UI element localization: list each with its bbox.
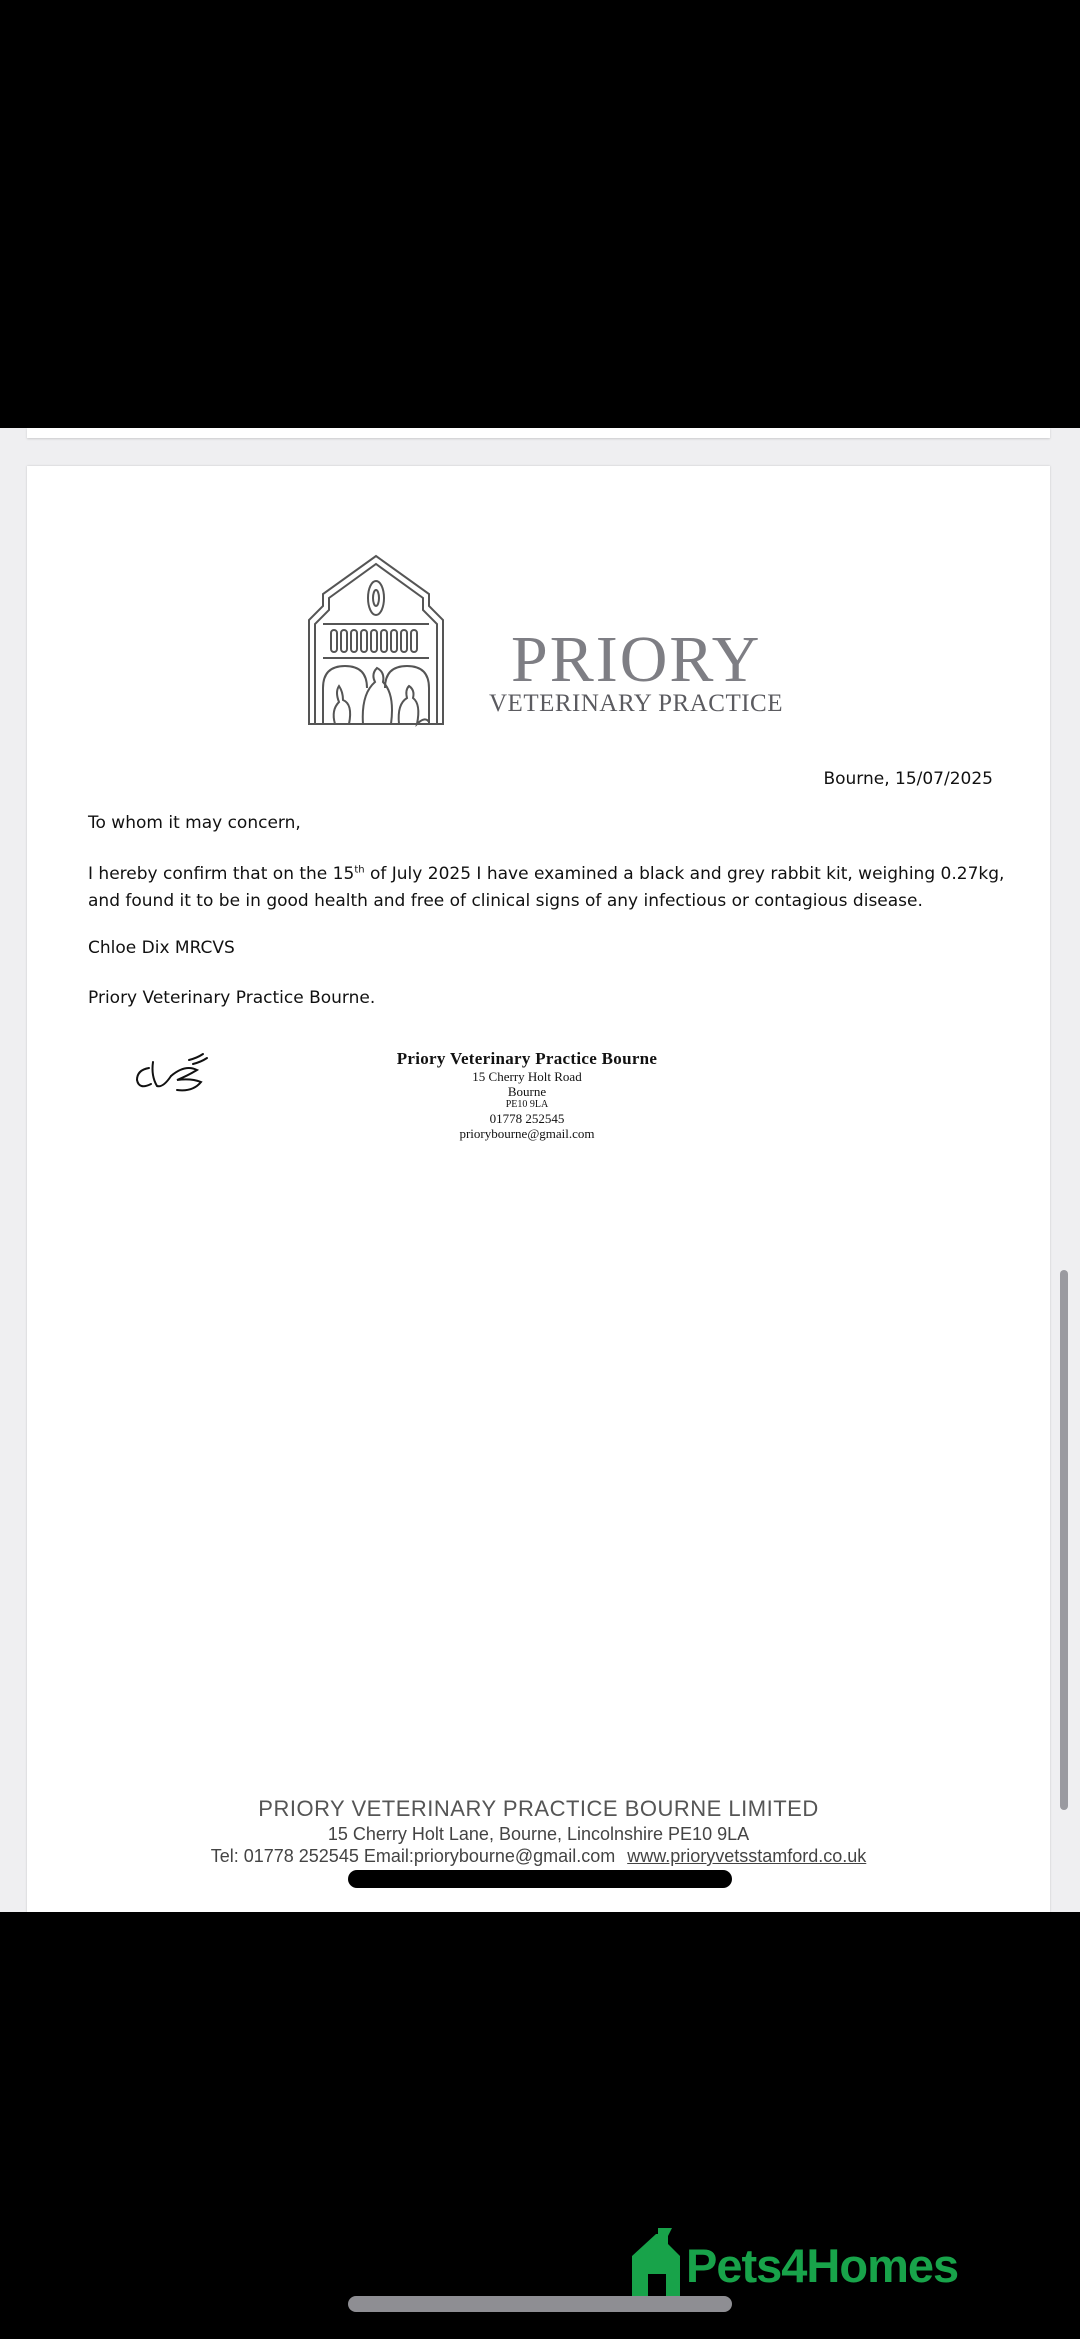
document-viewer[interactable] [0,428,1080,1912]
document-page [27,466,1050,1912]
pets4homes-brand-text: Pets4Homes [686,2239,959,2292]
footer-company-name: PRIORY VETERINARY PRACTICE BOURNE LIMITED [258,1796,819,1821]
stamp-email: priorybourne@gmail.com [459,1126,595,1141]
stamp-title: Priory Veterinary Practice Bourne [396,1049,658,1068]
body-line1-end: of July 2025 I have examined a black and grey rabbit kit, weighing 0.27kg, [364,864,1005,884]
stamp-street: 15 Cherry Holt Road [472,1069,582,1084]
previous-page-edge [27,428,1050,438]
body-line1-start: I hereby confirm that on the 15 [88,864,355,884]
handwritten-signature [131,1046,231,1098]
letter-body-line-2: and found it to be in good health and free of clinical signs of any infectious or contagious disease. [88,891,923,911]
stamp-postcode: PE10 9LA [505,1099,549,1110]
priory-building-icon [305,554,447,728]
letter-body-line-1 [88,864,1004,885]
stamp-phone: 01778 252545 [489,1111,565,1126]
letter-greeting: To whom it may concern, [88,813,301,833]
ordinal-suffix: th [354,864,365,876]
practice-stamp [327,1049,727,1141]
footer-website-link[interactable]: www.prioryvetsstamford.co.uk [627,1846,867,1866]
letterhead-name: PRIORY [511,623,762,696]
top-black-bar [0,0,1080,428]
letterhead-logo [305,554,805,734]
footer-address: 15 Cherry Holt Lane, Bourne, Lincolnshire PE10 9LA [327,1824,750,1844]
letter-date: Bourne, 15/07/2025 [823,769,993,789]
home-indicator[interactable] [348,2296,732,2312]
footer-tel-email: Tel: 01778 252545 Email:priorybourne@gmail.com [210,1846,616,1866]
pets4homes-watermark [628,2226,1008,2296]
practice-signoff: Priory Veterinary Practice Bourne. [88,988,376,1008]
scrollbar[interactable] [1060,1270,1068,1810]
pets4homes-house-icon [628,2226,686,2296]
vet-name: Chloe Dix MRCVS [88,938,235,958]
stamp-town: Bourne [507,1084,547,1099]
page-overlay-indicator [348,1870,732,1888]
letterhead-subtitle: VETERINARY PRACTICE [489,690,783,717]
footer-contact [27,1846,1050,1867]
